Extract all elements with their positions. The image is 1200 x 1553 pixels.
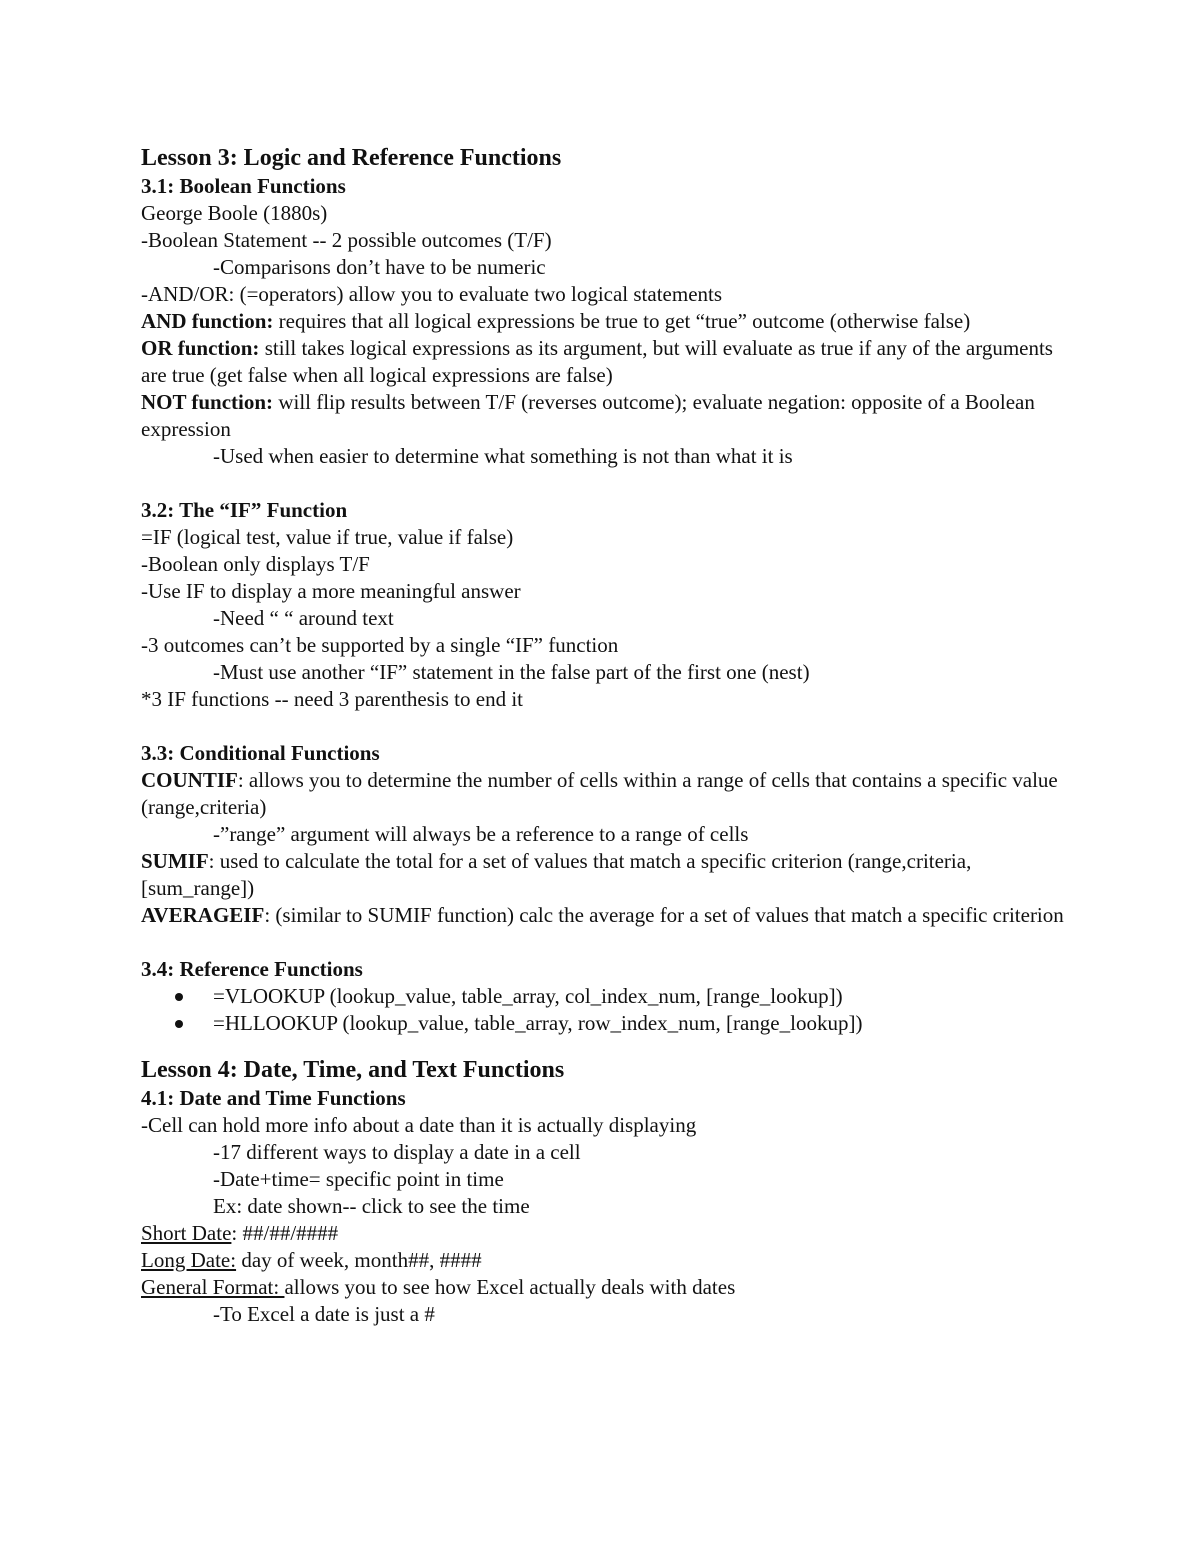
text-line-indented: -Date+time= specific point in time (213, 1167, 504, 1191)
text-line: George Boole (1880s) (141, 201, 328, 225)
definition-text: : used to calculate the total for a set of values that match a specific criterion (range,criteria,[sum_range]) (141, 849, 972, 900)
list-item (141, 983, 1066, 1010)
definition-and-function (141, 308, 1066, 335)
document-body (141, 143, 1066, 1328)
definition-text: will flip results between T/F (reverses outcome); evaluate negation: opposite of a Boolean expression (141, 390, 1035, 441)
definition-countif (141, 767, 1066, 821)
text-line: *3 IF functions -- need 3 parenthesis to end it (141, 687, 523, 711)
definition-text: : (similar to SUMIF function) calc the average for a set of values that match a specific criterion (264, 903, 1064, 927)
definition-text: requires that all logical expressions be true to get “true” outcome (otherwise false) (273, 309, 971, 333)
text-line-indented: -17 different ways to display a date in a cell (213, 1140, 581, 1164)
blank-line (141, 470, 1066, 497)
bullet-icon (175, 1020, 183, 1028)
text-line-indented: -To Excel a date is just a # (213, 1302, 435, 1326)
text-line: =IF (logical test, value if true, value if false) (141, 525, 514, 549)
text-line-indented: -”range” argument will always be a reference to a range of cells (213, 822, 749, 846)
blank-line (141, 929, 1066, 956)
term-short-date: Short Date (141, 1221, 232, 1245)
text-line: -Use IF to display a more meaningful answer (141, 579, 521, 603)
text-line: -Cell can hold more info about a date than it is actually displaying (141, 1113, 697, 1137)
definition-text: : ##/##/#### (231, 1221, 339, 1245)
text-line-indented: Ex: date shown-- click to see the time (213, 1194, 530, 1218)
text-line-indented: -Used when easier to determine what something is not than what it is (213, 444, 793, 468)
definition-text: : allows you to determine the number of cells within a range of cells that contains a specific value (range,criteria) (141, 768, 1058, 819)
blank-line (141, 713, 1066, 740)
definition-text: day of week, month##, #### (236, 1248, 482, 1272)
section-3-4-title: 3.4: Reference Functions (141, 957, 363, 981)
list-item (141, 1010, 1066, 1037)
term-sumif: SUMIF (141, 849, 209, 873)
section-3-3-title: 3.3: Conditional Functions (141, 741, 380, 765)
bullet-icon (175, 993, 183, 1001)
list-item-text: =VLOOKUP (lookup_value, table_array, col_index_num, [range_lookup]) (213, 984, 843, 1008)
list-item-text: =HLLOOKUP (lookup_value, table_array, row_index_num, [range_lookup]) (213, 1011, 863, 1035)
text-line: -AND/OR: (=operators) allow you to evaluate two logical statements (141, 282, 723, 306)
definition-text: allows you to see how Excel actually deals with dates (284, 1275, 736, 1299)
text-line-indented: -Comparisons don’t have to be numeric (213, 255, 546, 279)
definition-not-function (141, 389, 1066, 443)
term-averageif: AVERAGEIF (141, 903, 265, 927)
text-line-indented: -Must use another “IF” statement in the false part of the first one (nest) (213, 660, 810, 684)
term-and-function: AND function: (141, 309, 274, 333)
definition-or-function (141, 335, 1066, 389)
lesson-4-title: Lesson 4: Date, Time, and Text Functions (141, 1057, 565, 1083)
text-line: -3 outcomes can’t be supported by a single “IF” function (141, 633, 619, 657)
text-line-indented: -Need “ “ around text (213, 606, 394, 630)
term-not-function: NOT function: (141, 390, 274, 414)
lesson-3-title: Lesson 3: Logic and Reference Functions (141, 145, 562, 171)
section-3-2-title: 3.2: The “IF” Function (141, 498, 348, 522)
definition-sumif (141, 848, 1066, 902)
bullet-list (141, 983, 1066, 1037)
term-long-date: Long Date: (141, 1248, 237, 1272)
section-3-1-title: 3.1: Boolean Functions (141, 174, 346, 198)
term-countif: COUNTIF (141, 768, 238, 792)
term-or-function: OR function: (141, 336, 260, 360)
text-line: -Boolean only displays T/F (141, 552, 370, 576)
definition-long-date (141, 1247, 1066, 1274)
section-4-1-title: 4.1: Date and Time Functions (141, 1086, 406, 1110)
blank-line (141, 1037, 1066, 1055)
definition-averageif (141, 902, 1066, 929)
text-line: -Boolean Statement -- 2 possible outcomes (T/F) (141, 228, 552, 252)
definition-short-date (141, 1220, 1066, 1247)
term-general-format: General Format: (141, 1275, 285, 1299)
definition-general-format (141, 1274, 1066, 1301)
definition-text: still takes logical expressions as its argument, but will evaluate as true if any of the arguments are true (get false when all logical expressions are false) (141, 336, 1053, 387)
